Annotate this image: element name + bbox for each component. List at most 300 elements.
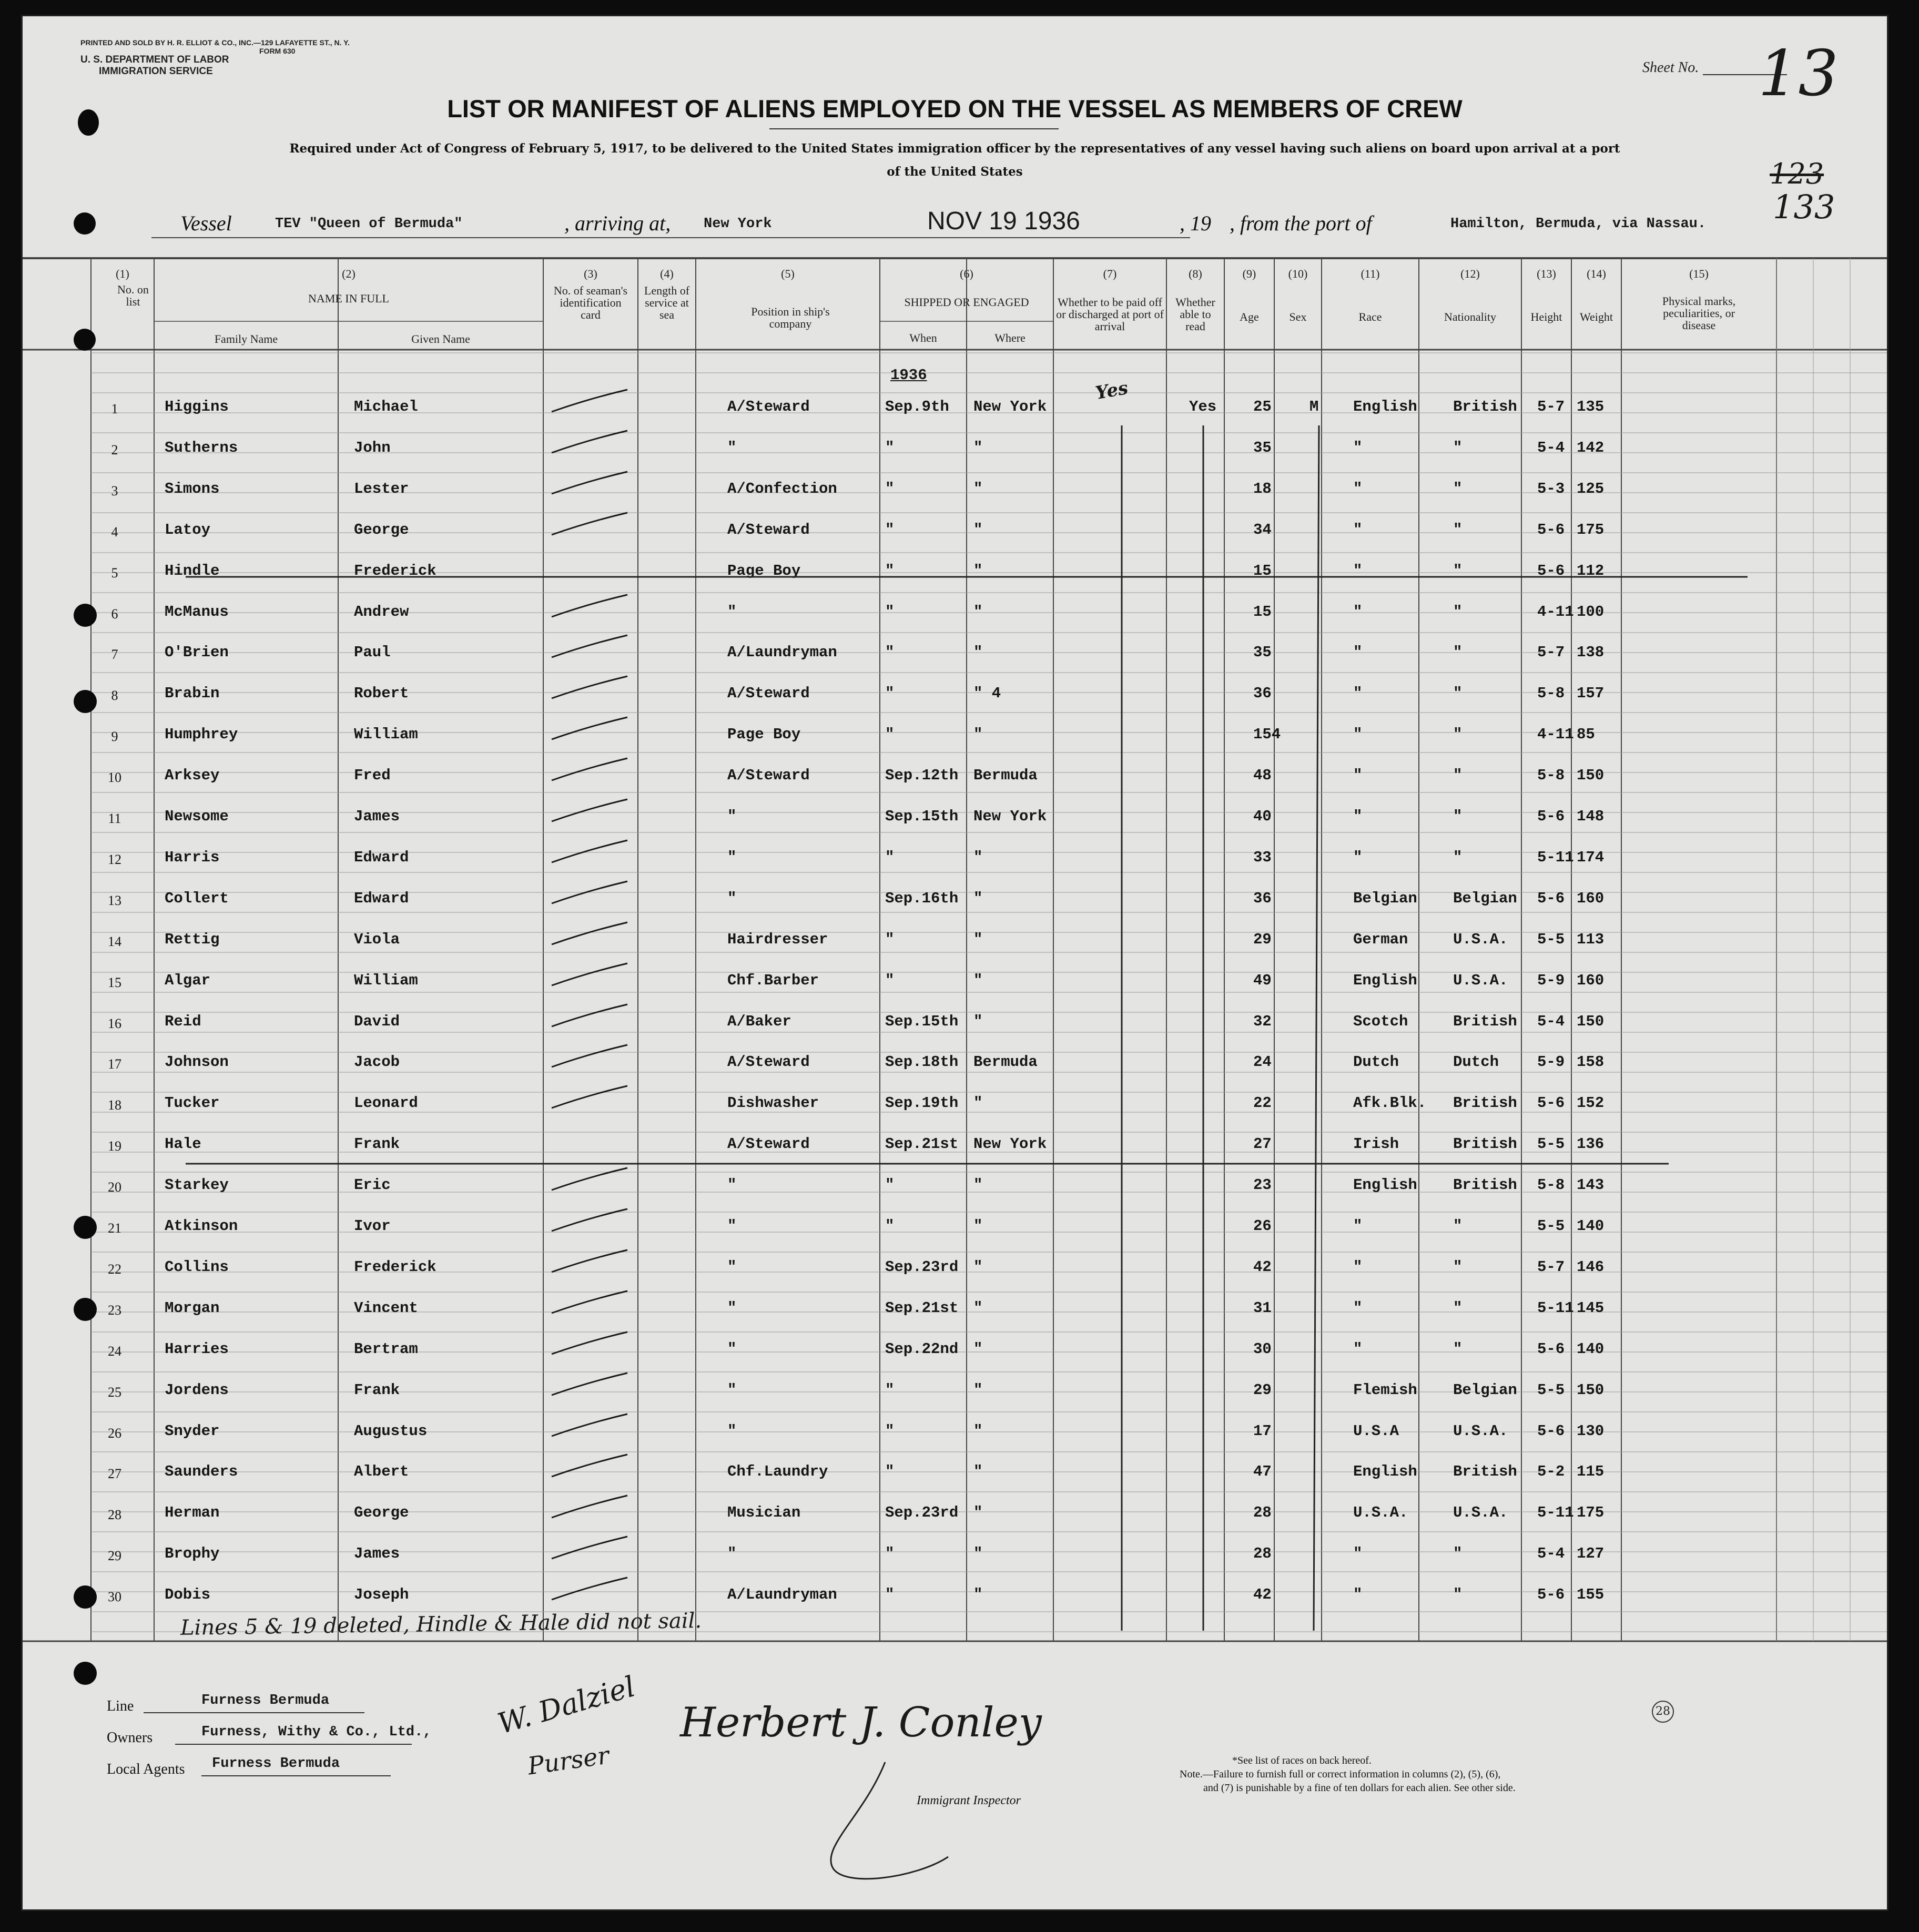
shipped-when: Sep.18th: [885, 1053, 959, 1071]
position: ": [727, 808, 737, 825]
col11-header: Race: [1358, 310, 1382, 323]
height: 5-6: [1537, 889, 1565, 907]
given-name: Bertram: [354, 1340, 418, 1358]
given-name: Edward: [354, 848, 409, 866]
col2-family-header: Family Name: [214, 332, 278, 345]
family-name: Dobis: [165, 1586, 211, 1604]
row-number: 27: [108, 1466, 121, 1482]
from-port-label: , from the port of: [1230, 211, 1372, 235]
col12-number: (12): [1460, 267, 1480, 280]
given-name: Vincent: [354, 1299, 418, 1317]
shipped-when: Sep.23rd: [885, 1258, 959, 1276]
position: ": [727, 1217, 737, 1235]
age: 24: [1253, 1053, 1272, 1071]
given-name: Lester: [354, 480, 409, 497]
age: 42: [1253, 1258, 1272, 1276]
shipped-where: ": [973, 971, 983, 989]
row-number: 19: [108, 1138, 121, 1154]
family-name: Sutherns: [165, 439, 238, 456]
inspector-title: Immigrant Inspector: [917, 1794, 1021, 1807]
row-number: 9: [111, 729, 118, 745]
age: 22: [1253, 1094, 1272, 1112]
family-name: Collert: [165, 889, 229, 907]
weight: 142: [1577, 439, 1605, 456]
nationality: ": [1453, 808, 1463, 825]
given-name: Leonard: [354, 1094, 418, 1112]
age: 47: [1253, 1463, 1272, 1481]
age: 40: [1253, 808, 1272, 825]
position: ": [727, 1176, 737, 1194]
col15-number: (15): [1689, 267, 1709, 280]
race: ": [1353, 1217, 1363, 1235]
agents-label: Local Agents: [107, 1761, 185, 1777]
age: 23: [1253, 1176, 1272, 1194]
race: English: [1353, 398, 1417, 415]
weight: 175: [1577, 1504, 1605, 1522]
nationality: ": [1453, 1340, 1463, 1358]
nationality: British: [1453, 1012, 1517, 1030]
position: ": [727, 603, 737, 621]
weight: 160: [1577, 971, 1605, 989]
height: 5-8: [1537, 1176, 1565, 1194]
given-name: Frank: [354, 1135, 400, 1153]
weight: 138: [1577, 644, 1605, 662]
height: 4-11: [1537, 603, 1574, 621]
race: Afk.Blk.: [1353, 1094, 1427, 1112]
given-name: Ivor: [354, 1217, 391, 1235]
shipped-where: ": [973, 726, 983, 744]
row-number: 13: [108, 892, 121, 908]
punch-hole: [74, 1298, 97, 1321]
position: ": [727, 889, 737, 907]
row-number: 23: [108, 1302, 121, 1318]
family-name: Hindle: [165, 562, 220, 579]
family-name: Newsome: [165, 808, 229, 825]
age: 30: [1253, 1340, 1272, 1358]
height: 5-5: [1537, 1381, 1565, 1399]
arriving-label: , arriving at,: [564, 211, 671, 235]
race: German: [1353, 930, 1408, 948]
weight: 150: [1577, 1381, 1605, 1399]
row-number: 1: [111, 401, 118, 416]
col10-number: (10): [1288, 267, 1308, 280]
nationality: British: [1453, 398, 1517, 415]
race: ": [1353, 848, 1363, 866]
row-number: 3: [111, 483, 118, 499]
weight: 112: [1577, 562, 1605, 579]
race: Scotch: [1353, 1012, 1408, 1030]
col4-number: (4): [660, 267, 674, 280]
height: 5-11: [1537, 1299, 1574, 1317]
nationality: ": [1453, 644, 1463, 662]
weight: 136: [1577, 1135, 1605, 1153]
position: ": [727, 439, 737, 456]
position: A/Baker: [727, 1012, 791, 1030]
race: ": [1353, 1258, 1363, 1276]
given-name: James: [354, 1545, 400, 1563]
race: ": [1353, 808, 1363, 825]
shipped-when: Sep.23rd: [885, 1504, 959, 1522]
line-value: Furness Bermuda: [201, 1693, 330, 1709]
weight: 140: [1577, 1217, 1605, 1235]
punch-hole: [74, 1662, 97, 1685]
age: 49: [1253, 971, 1272, 989]
shipped-when: ": [885, 1545, 895, 1563]
shipped-where: ": [973, 1094, 983, 1112]
shipped-when: ": [885, 562, 895, 579]
given-name: Frederick: [354, 562, 436, 579]
col2-header: NAME IN FULL: [308, 292, 389, 305]
year-note: 1936: [890, 367, 927, 384]
age: 31: [1253, 1299, 1272, 1317]
height: 5-6: [1537, 1586, 1565, 1604]
race: English: [1353, 1463, 1417, 1481]
shipped-when: ": [885, 1422, 895, 1440]
position: A/Steward: [727, 521, 810, 538]
shipped-when: ": [885, 644, 895, 662]
row-number: 26: [108, 1425, 121, 1441]
weight: 160: [1577, 889, 1605, 907]
shipped-when: ": [885, 439, 895, 456]
shipped-where: ": [973, 439, 983, 456]
col1-number: (1): [116, 267, 129, 280]
height: 5-7: [1537, 398, 1565, 415]
weight: 130: [1577, 1422, 1605, 1440]
weight: 125: [1577, 480, 1605, 497]
given-name: Robert: [354, 685, 409, 703]
given-name: Andrew: [354, 603, 409, 621]
shipped-when: ": [885, 1217, 895, 1235]
height: 5-2: [1537, 1463, 1565, 1481]
nationality: U.S.A.: [1453, 971, 1508, 989]
row-number: 30: [108, 1589, 121, 1605]
row-number: 2: [111, 442, 118, 457]
purser-title: Purser: [525, 1741, 611, 1781]
shipped-when: Sep.16th: [885, 889, 959, 907]
height: 5-6: [1537, 521, 1565, 538]
row-number: 16: [108, 1015, 121, 1031]
circled-number: 28: [1652, 1701, 1674, 1723]
height: 5-4: [1537, 1545, 1565, 1563]
shipped-when: Sep.9th: [885, 398, 949, 415]
nationality: Dutch: [1453, 1053, 1499, 1071]
able-to-read: Yes: [1189, 398, 1217, 415]
race: ": [1353, 726, 1363, 744]
weight: 150: [1577, 767, 1605, 785]
shipped-where: ": [973, 521, 983, 538]
race: ": [1353, 562, 1363, 579]
given-name: James: [354, 808, 400, 825]
paid-off: Yes: [1093, 377, 1130, 404]
row-number: 24: [108, 1343, 121, 1359]
height: 5-8: [1537, 685, 1565, 703]
form-number: FORM 630: [259, 47, 296, 55]
shipped-when: ": [885, 848, 895, 866]
shipped-when: ": [885, 726, 895, 744]
shipped-when: Sep.15th: [885, 1012, 959, 1030]
height: 5-9: [1537, 971, 1565, 989]
height: 5-7: [1537, 1258, 1565, 1276]
race: ": [1353, 1299, 1363, 1317]
position: A/Laundryman: [727, 1586, 837, 1604]
printer-line: PRINTED AND SOLD BY H. R. ELLIOT & CO., INC.—129 LAFAYETTE ST., N. Y.: [80, 38, 350, 47]
given-name: Joseph: [354, 1586, 409, 1604]
weight: 127: [1577, 1545, 1605, 1563]
nationality: ": [1453, 562, 1463, 579]
shipped-where: New York: [973, 808, 1047, 825]
col14-header: Weight: [1580, 310, 1613, 323]
family-name: Higgins: [165, 398, 229, 415]
shipped-when: Sep.21st: [885, 1299, 959, 1317]
weight: 174: [1577, 848, 1605, 866]
age: 15: [1253, 603, 1272, 621]
age: 34: [1253, 521, 1272, 538]
weight: 148: [1577, 808, 1605, 825]
row-number: 20: [108, 1179, 121, 1195]
shipped-where: ": [973, 1299, 983, 1317]
race: ": [1353, 603, 1363, 621]
shipped-where: ": [973, 1012, 983, 1030]
shipped-when: ": [885, 480, 895, 497]
height: 5-6: [1537, 1094, 1565, 1112]
family-name: Arksey: [165, 767, 220, 785]
age: 36: [1253, 889, 1272, 907]
given-name: Frank: [354, 1381, 400, 1399]
shipped-when: ": [885, 1586, 895, 1604]
weight: 146: [1577, 1258, 1605, 1276]
agents-value: Furness Bermuda: [212, 1756, 340, 1772]
col7-number: (7): [1103, 267, 1117, 280]
nationality: ": [1453, 767, 1463, 785]
position: A/Steward: [727, 398, 810, 415]
department: U. S. DEPARTMENT OF LABOR: [80, 54, 229, 65]
nationality: ": [1453, 1258, 1463, 1276]
nationality: ": [1453, 726, 1463, 744]
form-subtitle-line1: Required under Act of Congress of February 5, 1917, to be delivered to the United States immigration officer by the representatives of any vessel having such aliens on board upon arrival at a port: [289, 141, 1620, 156]
form-title: LIST OR MANIFEST OF ALIENS EMPLOYED ON THE VESSEL AS MEMBERS OF CREW: [447, 95, 1463, 123]
weight: 135: [1577, 398, 1605, 415]
owners-label: Owners: [107, 1730, 153, 1746]
col2-number: (2): [342, 267, 356, 280]
purser-signature: W. Dalziel: [494, 1670, 639, 1741]
shipped-when: Sep.12th: [885, 767, 959, 785]
shipped-where: ": [973, 644, 983, 662]
inspector-signature: Herbert J. Conley: [680, 1699, 1042, 1746]
row-number: 7: [111, 647, 118, 663]
shipped-where: ": [973, 1381, 983, 1399]
col7-header: Whether to be paid off or discharged at port of arrival: [1056, 296, 1164, 333]
position: Page Boy: [727, 562, 801, 579]
position: ": [727, 1545, 737, 1563]
family-name: Simons: [165, 480, 220, 497]
col2-given-header: Given Name: [411, 332, 470, 345]
nationality: ": [1453, 1299, 1463, 1317]
footer-note-line3: and (7) is punishable by a fine of ten dollars for each alien. See other side.: [1203, 1782, 1516, 1794]
punch-hole: [78, 109, 99, 136]
position: ": [727, 1381, 737, 1399]
race: U.S.A: [1353, 1422, 1399, 1440]
age: 17: [1253, 1422, 1272, 1440]
row-number: 5: [111, 565, 118, 581]
height: 5-7: [1537, 644, 1565, 662]
shipped-where: ": [973, 1176, 983, 1194]
race: Dutch: [1353, 1053, 1399, 1071]
col5-number: (5): [781, 267, 795, 280]
footer-note-line2: Note.—Failure to furnish full or correct information in columns (2), (5), (6),: [1180, 1768, 1501, 1780]
nationality: ": [1453, 1217, 1463, 1235]
col1-header: No. on list: [117, 283, 149, 308]
nationality: ": [1453, 603, 1463, 621]
position: Dishwasher: [727, 1094, 819, 1112]
age: 18: [1253, 480, 1272, 497]
shipped-where: Bermuda: [973, 767, 1038, 785]
height: 5-8: [1537, 767, 1565, 785]
family-name: Algar: [165, 971, 211, 989]
shipped-where: ": [973, 603, 983, 621]
shipped-when: ": [885, 685, 895, 703]
shipped-where: ": [973, 1217, 983, 1235]
row-number: 14: [108, 933, 121, 949]
age: 36: [1253, 685, 1272, 703]
col6-where-header: Where: [994, 331, 1026, 344]
given-name: Paul: [354, 644, 391, 662]
race: Irish: [1353, 1135, 1399, 1153]
weight: 140: [1577, 1340, 1605, 1358]
height: 5-6: [1537, 1340, 1565, 1358]
shipped-where: ": [973, 480, 983, 497]
sheet-number: 13: [1758, 37, 1839, 110]
nationality: ": [1453, 439, 1463, 456]
height: 4-11: [1537, 726, 1574, 744]
weight: 155: [1577, 1586, 1605, 1604]
age: 35: [1253, 439, 1272, 456]
family-name: Saunders: [165, 1463, 238, 1481]
col8-number: (8): [1189, 267, 1202, 280]
given-name: David: [354, 1012, 400, 1030]
weight: 145: [1577, 1299, 1605, 1317]
weight: 100: [1577, 603, 1605, 621]
shipped-where: New York: [973, 398, 1047, 415]
page-number-struck: 123: [1770, 157, 1824, 190]
age: 154: [1253, 726, 1281, 744]
service: IMMIGRATION SERVICE: [99, 66, 213, 77]
height: 5-5: [1537, 930, 1565, 948]
given-name: William: [354, 726, 418, 744]
col13-header: Height: [1530, 310, 1562, 323]
weight: 113: [1577, 930, 1605, 948]
age: 32: [1253, 1012, 1272, 1030]
nationality: U.S.A.: [1453, 1422, 1508, 1440]
col9-number: (9): [1242, 267, 1256, 280]
weight: 157: [1577, 685, 1605, 703]
nationality: Belgian: [1453, 1381, 1517, 1399]
row-number: 11: [108, 811, 121, 826]
position: A/Steward: [727, 685, 810, 703]
family-name: Herman: [165, 1504, 220, 1522]
family-name: Snyder: [165, 1422, 220, 1440]
col12-header: Nationality: [1444, 310, 1496, 323]
given-name: Eric: [354, 1176, 391, 1194]
shipped-when: ": [885, 603, 895, 621]
given-name: Augustus: [354, 1422, 428, 1440]
age: 28: [1253, 1504, 1272, 1522]
shipped-when: ": [885, 521, 895, 538]
height: 5-11: [1537, 848, 1574, 866]
shipped-when: Sep.15th: [885, 808, 959, 825]
col8-header: Whether able to read: [1175, 296, 1215, 333]
position: Page Boy: [727, 726, 801, 744]
shipped-where: ": [973, 1422, 983, 1440]
race: English: [1353, 971, 1417, 989]
race: English: [1353, 1176, 1417, 1194]
position: ": [727, 1422, 737, 1440]
nationality: U.S.A.: [1453, 930, 1508, 948]
age: 27: [1253, 1135, 1272, 1153]
nationality: ": [1453, 1545, 1463, 1563]
shipped-where: ": [973, 848, 983, 866]
weight: 158: [1577, 1053, 1605, 1071]
row-number: 25: [108, 1384, 121, 1400]
height: 5-6: [1537, 562, 1565, 579]
height: 5-4: [1537, 439, 1565, 456]
col15-header: Physical marks, peculiarities, or disease: [1662, 294, 1736, 332]
sheet-label: Sheet No.: [1642, 59, 1699, 76]
arrival-date-stamp: NOV 19 1936: [927, 207, 1080, 235]
col6-when-header: When: [909, 331, 937, 344]
punch-hole: [74, 212, 96, 235]
shipped-when: ": [885, 1381, 895, 1399]
position: A/Steward: [727, 1135, 810, 1153]
row-number: 22: [108, 1261, 121, 1277]
nationality: British: [1453, 1176, 1517, 1194]
given-name: George: [354, 521, 409, 538]
family-name: Hale: [165, 1135, 201, 1153]
position: ": [727, 1258, 737, 1276]
family-name: Harris: [165, 848, 220, 866]
shipped-when: ": [885, 1176, 895, 1194]
family-name: Latoy: [165, 521, 211, 538]
given-name: John: [354, 439, 391, 456]
col4-header: Length of service at sea: [644, 284, 690, 321]
height: 5-3: [1537, 480, 1565, 497]
family-name: Atkinson: [165, 1217, 238, 1235]
manifest-sheet: [21, 15, 1888, 1911]
nationality: British: [1453, 1463, 1517, 1481]
shipped-where: ": [973, 1586, 983, 1604]
shipped-where: ": [973, 930, 983, 948]
nationality: ": [1453, 1586, 1463, 1604]
race: ": [1353, 480, 1363, 497]
family-name: Starkey: [165, 1176, 229, 1194]
race: ": [1353, 521, 1363, 538]
col3-number: (3): [584, 267, 597, 280]
nationality: ": [1453, 480, 1463, 497]
vessel-label: Vessel: [180, 211, 232, 235]
punch-hole: [74, 1585, 97, 1609]
col5-header: Position in ship's company: [751, 305, 830, 330]
race: U.S.A.: [1353, 1504, 1408, 1522]
height: 5-5: [1537, 1135, 1565, 1153]
family-name: Harries: [165, 1340, 229, 1358]
nationality: ": [1453, 521, 1463, 538]
shipped-when: Sep.21st: [885, 1135, 959, 1153]
age: 28: [1253, 1545, 1272, 1563]
weight: 150: [1577, 1012, 1605, 1030]
sex: M: [1309, 398, 1319, 415]
punch-hole: [74, 329, 96, 351]
family-name: Jordens: [165, 1381, 229, 1399]
vessel-name: TEV "Queen of Bermuda": [275, 216, 463, 232]
